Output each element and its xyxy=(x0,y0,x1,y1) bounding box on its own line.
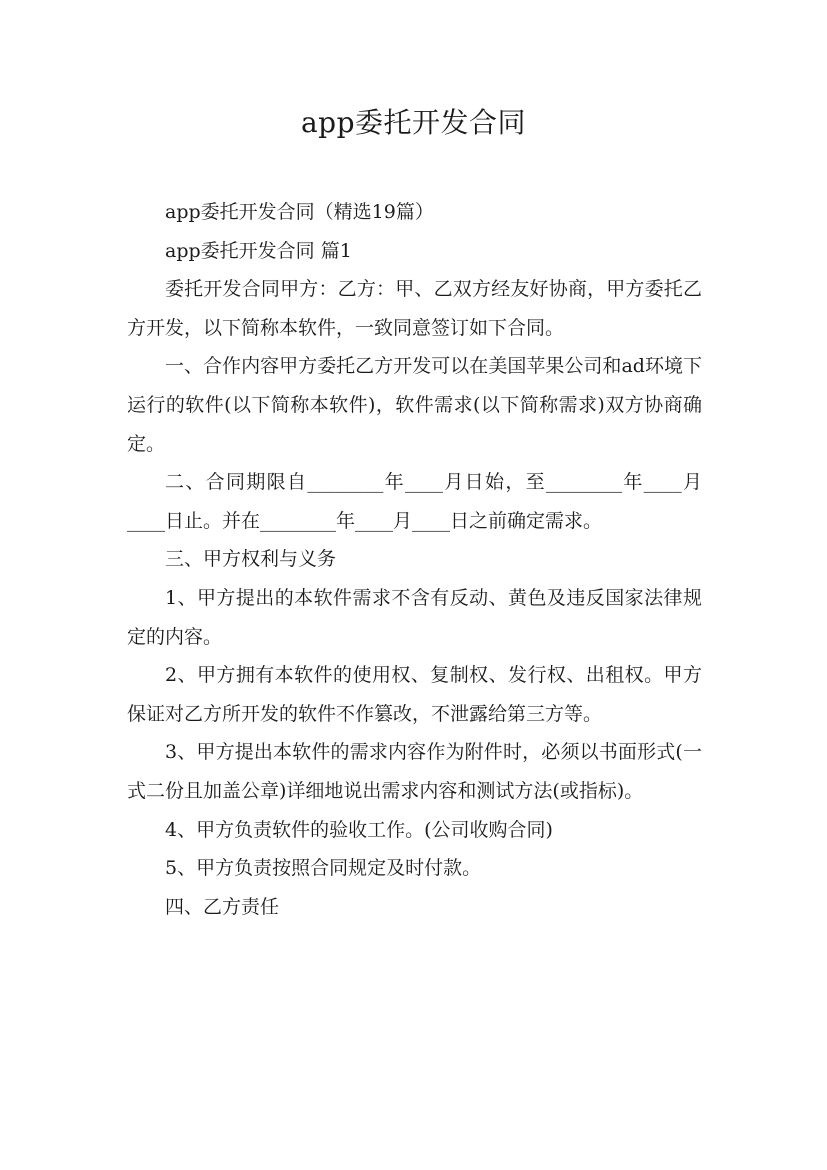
paragraph-clause-1: 一、合作内容甲方委托乙方开发可以在美国苹果公司和ad环境下运行的软件(以下简称本软件)，软件需求(以下简称需求)双方协商确定。 xyxy=(127,355,702,455)
paragraph-item-4: 4、甲方负责软件的验收工作。(公司收购合同) xyxy=(165,818,553,841)
document-title: app委托开发合同 xyxy=(300,106,527,139)
paragraph-subtitle: app委托开发合同（精选19篇） xyxy=(165,201,434,223)
paragraph-item-3: 3、甲方提出本软件的需求内容作为附件时，必须以书面形式(一式二份且加盖公章)详细地说出需求内容和测试方法(或指标)。 xyxy=(127,741,702,802)
paragraph-item-5: 5、甲方负责按照合同规定及时付款。 xyxy=(165,857,482,880)
paragraph-item-2: 2、甲方拥有本软件的使用权、复制权、发行权、出租权。甲方保证对乙方所开发的软件不作篡改，不泄露给第三方等。 xyxy=(127,664,702,725)
paragraph-intro: 委托开发合同甲方：乙方：甲、乙双方经友好协商，甲方委托乙方开发，以下简称本软件，一致同意签订如下合同。 xyxy=(127,278,702,339)
paragraph-clause-4-heading: 四、乙方责任 xyxy=(165,895,280,918)
paragraph-clause-3-heading: 三、甲方权利与义务 xyxy=(165,548,337,571)
paragraph-item-1: 1、甲方提出的本软件需求不含有反动、黄色及违反国家法律规定的内容。 xyxy=(127,586,702,648)
paragraph-clause-2: 二、合同期限自________年____月日始，至________年____月____日止。并在________年____月____日之前确定需求。 xyxy=(127,471,702,532)
paragraph-section-heading: app委托开发合同 篇1 xyxy=(165,239,352,262)
document-body xyxy=(127,193,702,926)
